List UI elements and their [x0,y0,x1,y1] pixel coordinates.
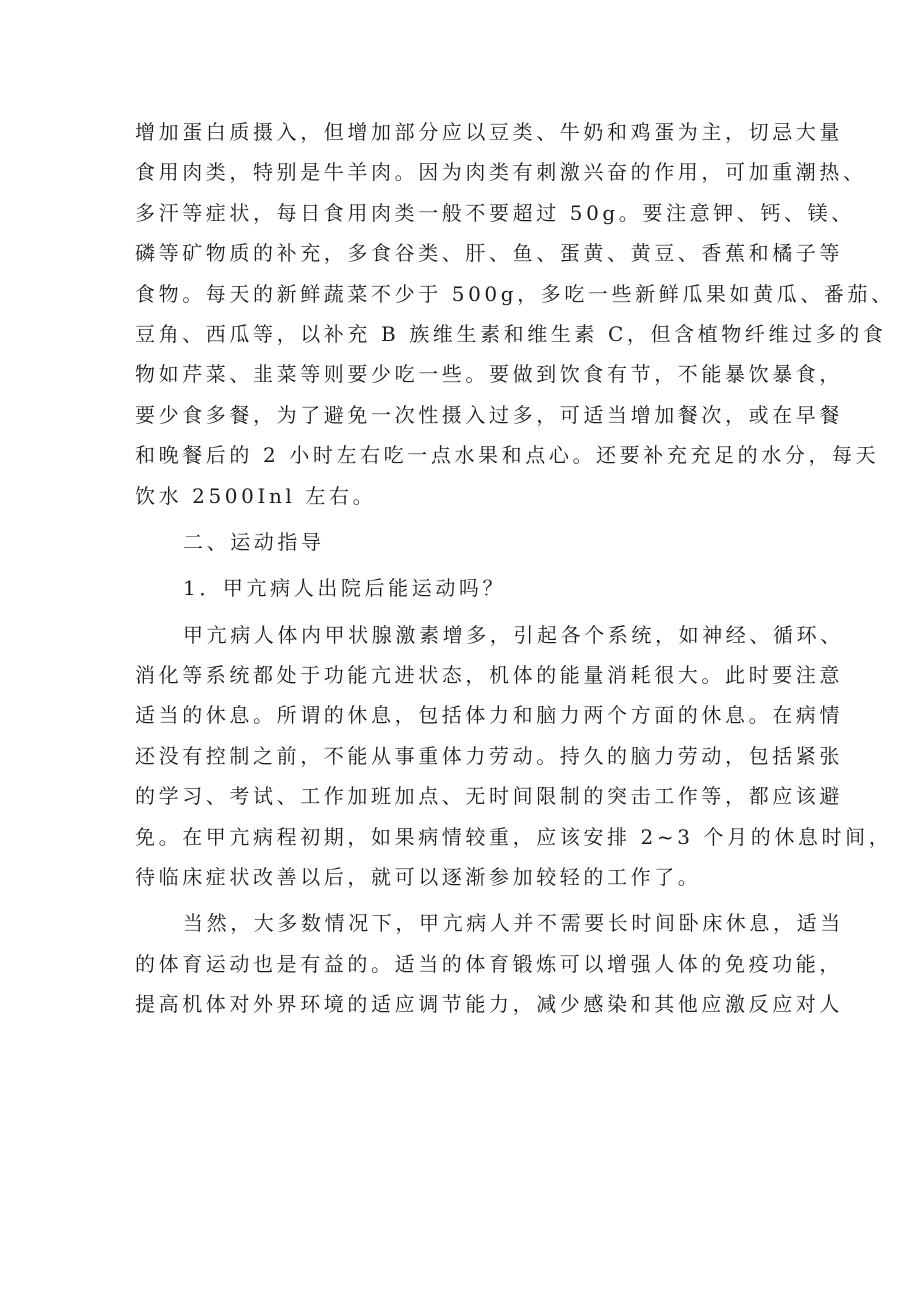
text-line: 食物。每天的新鲜蔬菜不少于 500g，多吃一些新鲜瓜果如黄瓜、番茄、 [135,281,895,306]
document-body [135,112,895,1025]
exercise-paragraph [135,615,893,898]
text-line: 的体育运动也是有益的。适当的体育锻炼可以增强人体的免疫功能， [135,951,843,976]
text-line: 要少食多餐，为了避免一次性摄入过多，可适当增加餐次，或在早餐 [135,402,843,427]
benefit-paragraph [135,903,844,1024]
text-line: 多汗等症状，每日食用肉类一般不要超过 50g。要注意钾、钙、镁、 [135,200,855,225]
text-line: 免。在甲亢病程初期，如果病情较重，应该安排 2~3 个月的休息时间， [135,824,893,849]
section-heading: 二、运动指导 [183,529,325,554]
text-line: 适当的休息。所谓的休息，包括体力和脑力两个方面的休息。在病情 [135,703,843,728]
text-line: 磷等矿物质的补充，多食谷类、肝、鱼、蛋黄、黄豆、香蕉和橘子等 [135,241,843,266]
text-line: 物如芹菜、韭菜等则要少吃一些。要做到饮食有节，不能暴饮暴食， [135,362,843,387]
text-line: 待临床症状改善以后，就可以逐渐参加较轻的工作了。 [135,865,702,890]
text-line: 消化等系统都处于功能亢进状态，机体的能量消耗很大。此时要注意 [135,663,843,688]
question-heading: 1．甲亢病人出院后能运动吗？ [183,576,507,601]
text-line: 饮水 2500Inl 左右。 [135,483,377,508]
text-line: 的学习、考试、工作加班加点、无时间限制的突击工作等，都应该避 [135,784,843,809]
text-line: 豆角、西瓜等，以补充 B 族维生素和维生素 C，但含植物纤维过多的食 [135,321,887,346]
text-line: 当然，大多数情况下，甲亢病人并不需要长时间卧床休息，适当 [183,911,844,936]
text-line: 甲亢病人体内甲状腺激素增多，引起各个系统，如神经、循环、 [183,622,844,647]
diet-paragraph [135,112,895,516]
text-line: 还没有控制之前，不能从事重体力劳动。持久的脑力劳动，包括紧张 [135,743,843,768]
text-line: 和晚餐后的 2 小时左右吃一点水果和点心。还要补充充足的水分，每天 [135,443,880,468]
text-line: 提高机体对外界环境的适应调节能力，减少感染和其他应激反应对人 [135,992,843,1017]
text-line: 增加蛋白质摄入，但增加部分应以豆类、牛奶和鸡蛋为主，切忌大量 [135,120,843,144]
text-line: 食用肉类，特别是牛羊肉。因为肉类有刺激兴奋的作用，可加重潮热、 [135,160,867,185]
